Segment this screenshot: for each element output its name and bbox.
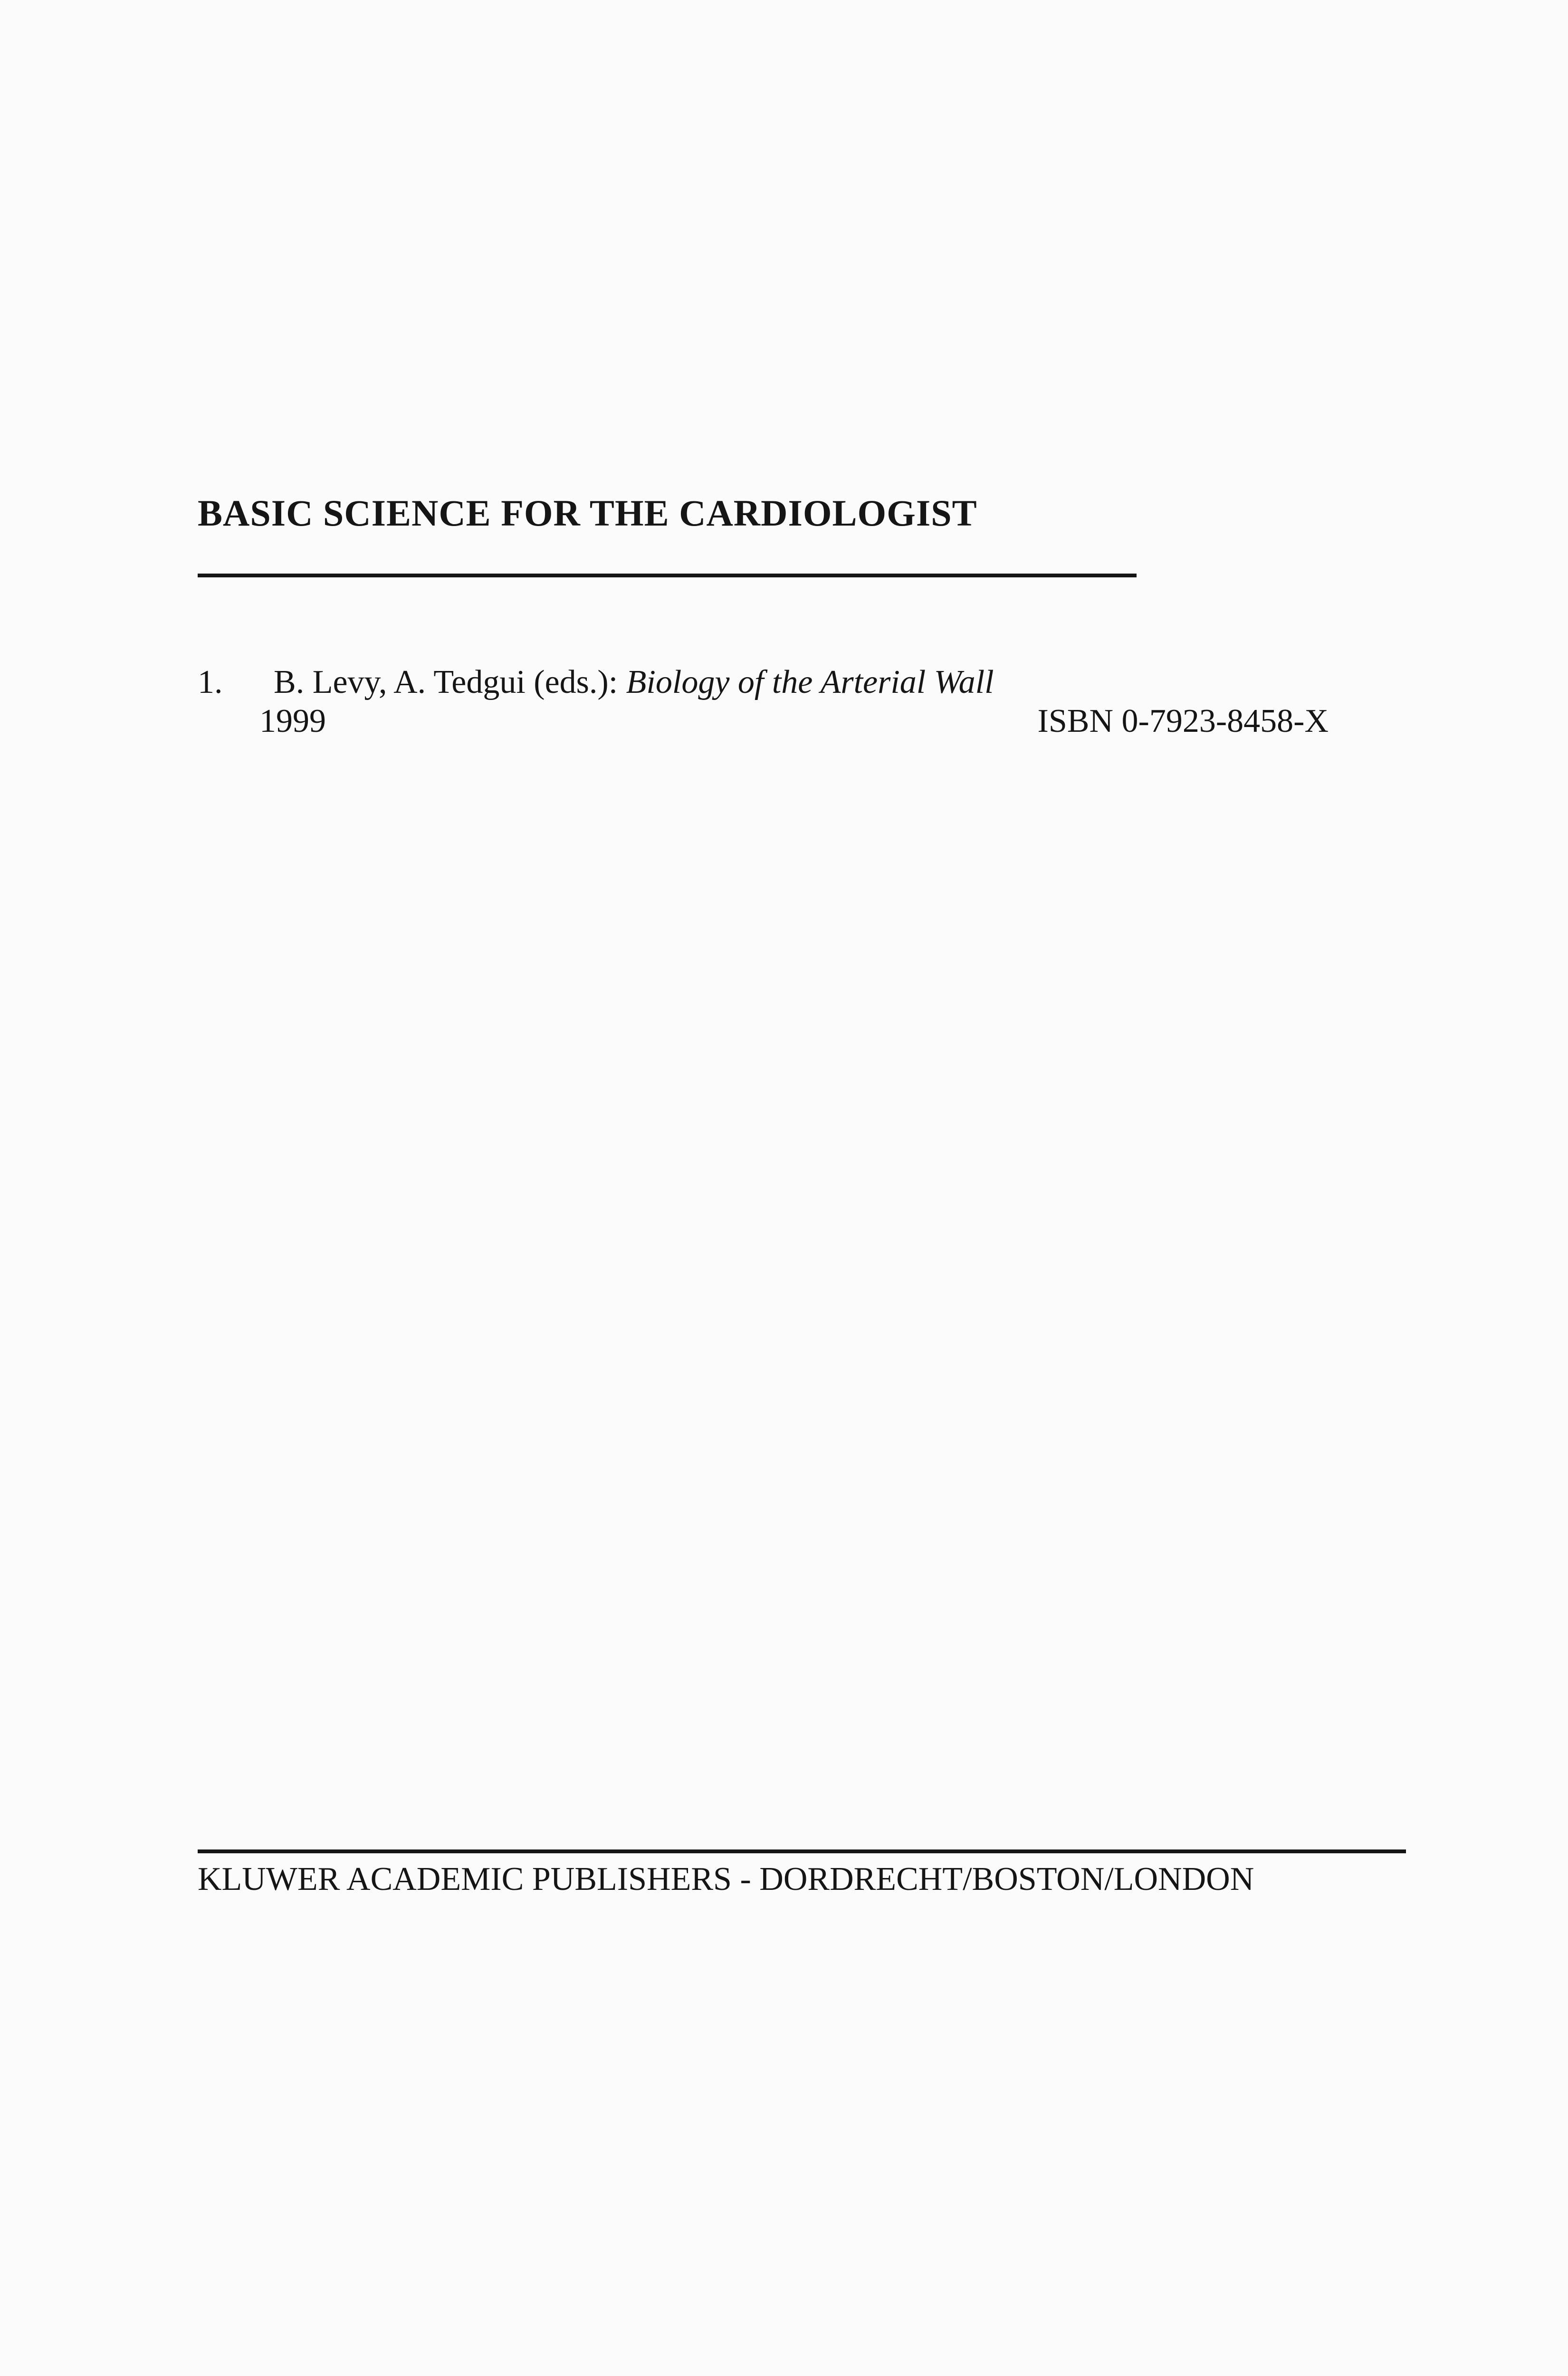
series-title: BASIC SCIENCE FOR THE CARDIOLOGIST [198, 492, 977, 534]
entry-number: 1. [198, 664, 223, 700]
entry-authors: B. Levy, A. Tedgui (eds.): [274, 664, 618, 700]
entry-isbn: ISBN 0-7923-8458-X [1037, 703, 1329, 739]
entry-citation [274, 663, 994, 702]
title-divider [198, 574, 1137, 577]
publisher-line: KLUWER ACADEMIC PUBLISHERS - DORDRECHT/BOSTON/LONDON [198, 1861, 1254, 1897]
entry-year: 1999 [259, 703, 326, 739]
entry-second-line [198, 702, 1329, 741]
list-item [198, 663, 1329, 741]
entry-first-line [198, 663, 1329, 702]
publisher-divider [198, 1849, 1406, 1853]
entry-title: Biology of the Arterial Wall [626, 664, 994, 700]
